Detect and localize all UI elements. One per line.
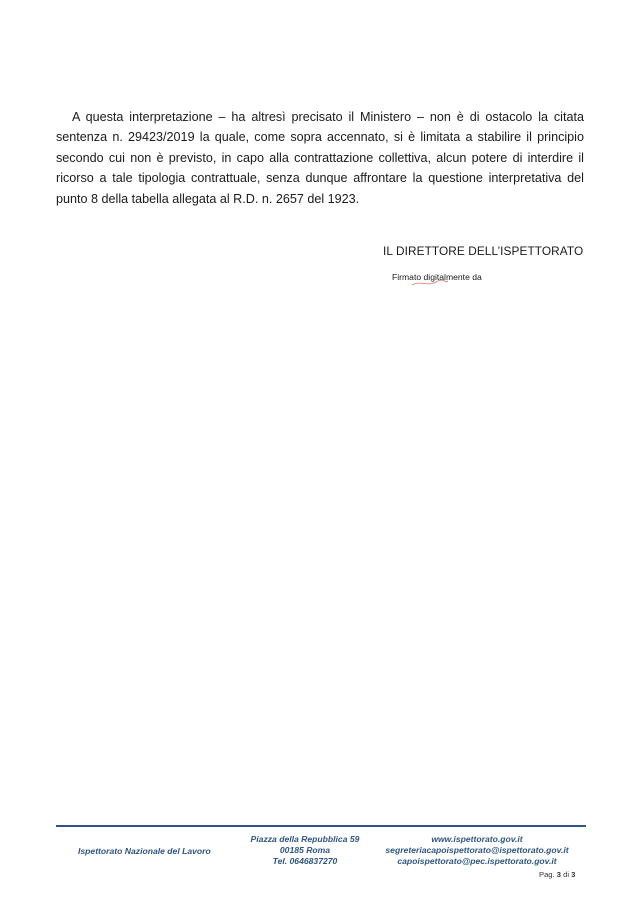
signature-stroke-icon	[410, 278, 450, 288]
footer-email-link[interactable]: segreteriacapoispettorato@ispettorato.gov.it	[385, 845, 569, 855]
page-number	[539, 870, 575, 879]
footer-phone: Tel. 0646837270	[272, 856, 338, 866]
page-number-total: 3	[571, 870, 576, 879]
footer-address-city: 00185 Roma	[279, 845, 331, 855]
paragraph-text: A questa interpretazione – ha altresì precisato il Ministero – non è di ostacolo la citata sentenza n. 29423/2019 la quale, come sopra accennato, si è limitata a stabilire il principio secondo cui non è previsto, in capo alla contrattazione collettiva, alcun potere di interdire il ricorso a tale tipologia contrattuale, senza dunque affrontare la questione interpretativa del punto 8 della tabella allegata al R.D. n. 2657 del 1923.	[56, 109, 584, 206]
page-number-separator: di	[563, 870, 570, 879]
page-number-prefix: Pag.	[539, 870, 555, 879]
footer-address-street: Piazza della Repubblica 59	[250, 834, 360, 844]
footer-pec-link[interactable]: capoispettorato@pec.ispettorato.gov.it	[397, 856, 557, 866]
signature-title: IL DIRETTORE DELL’ISPETTORATO	[383, 244, 584, 258]
footer-contacts	[372, 834, 582, 867]
footer-divider	[56, 825, 586, 827]
page-number-current: 3	[556, 870, 561, 879]
footer-address	[235, 834, 375, 867]
footer-website-link[interactable]: www.ispettorato.gov.it	[431, 834, 523, 844]
digital-signature-label: Firmato digitalmente da	[392, 272, 482, 282]
body-paragraph	[56, 107, 584, 210]
footer-organization: Ispettorato Nazionale del Lavoro	[78, 846, 211, 856]
